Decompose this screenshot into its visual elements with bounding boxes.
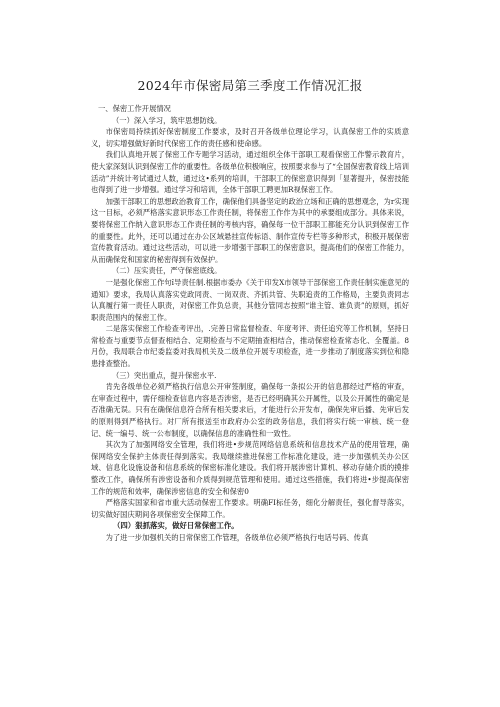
document-body [91, 103, 409, 544]
document-title: 2024年市保密局第三季度工作情况汇报 [137, 78, 363, 93]
paragraph: 一是强化保密工作句î导责任制.根据市委办《关于印发X市领导干部保密工作责任制实施意见的通知》要求，我局认真落实党政同责、一岗双责、齐抓共管、失职追责的工作格局，主要负责同志认真履行第一责任人职责，对保密工作负总责，其他分管同志按照“谁主管、谁负责”的原则，抓好职责范围内的保密工作。 [91, 277, 409, 322]
paragraph: 其次为了加强网络安全管理，我们将进•步规范网络信息系统和信息技术产品的使用管理，确保网络安全保护主体责任得到落实。我局继续推进保密工作标准化建设，进一步加强机关办公区域、信息化设施设备和信息系统的保密标准化建设。我们将开展涉密计算机、移动存储介质的摸排整改工作，确保所有涉密设备和介质得到规范管理和使用。通过这些措施，我们将进•步提高保密工作的规范和效率，确保涉密信息的安全和保密0 [91, 440, 409, 496]
subsection-heading: （二）压实责任，严守保密底线。 [112, 266, 222, 276]
paragraph: 市保密局持续抓好保密制度工作要求，及时召开各级单位理论学习，认真保密工作的实质意义，切实增强做好新时代保密工作的责任感和使命感。 [91, 127, 409, 148]
subsection-heading: （四）狠抓落实，做好日常保密工作。 [113, 521, 239, 531]
paragraph: 加强干部职工的思想政治教育工作，确保他们具备坚定的政治立场和正确的思想观念，为r实现这一目标，必须严格落实意识形态工作责任制，将保密工作作为其中的承要组成部分。具体来说，要将保密工作纳入意识形态工作责任制的考核内容，确保每一位干部职工都能充分认识到保密工作的重要性。此外，还可以通过在办公区域悬挂宣传标语、制作宣传专栏等多种形式，积极开展保密宣传教育活动。通过这些活动，可以进一步增强干部职工的保密意识，提高他们的保密工作能力，从而确保党和国家的秘密得到有效保护。 [91, 196, 409, 264]
paragraph: 严格落实国家和省市重大活动保密工作要求。明确FI标任务，细化分解责任，强化督导落实，切实做好国庆期间各项保密安全保障工作。 [91, 498, 409, 519]
section-heading: 一、保密工作开展情况 [98, 104, 171, 113]
paragraph: 肯先各级单位必须严格执行信息公开审签制度，确保每一条拟公开的信息都经过严格的审查，在审查过程中，需仔细检查信息内容是否涉密，是否已经明确其公开属性，以及公开属性的确定是否准确无误。只有在确保信息符合所有相关要求后，才能进行公开发布，确保先审后播、先审后发的原则得到严格执行。对厂所有报送至市政府办公室的政务信息，我们将实行统一审核、统一登记、统一编号、统一公布制度，以确保信息的准确性和一致性。 [91, 382, 409, 438]
subsection-heading: （三）突出重点，提升保密水平. [112, 370, 217, 380]
paragraph: 二是落实保密工作检查考评出，.完善日常监督检查、年度考评、责任追究等工作机制，坚持日常检查与重要节点督查相结合、定期检查与不定期抽查相结合，推动保密检查常态化、全覆盖。8月份，我局联合市纪委监委对我局机关及二级单位开展专项检查，进一步推动了制度落实到位和隐患排查整治。 [91, 324, 409, 369]
subsection-heading: （一）深入学习，筑牢思想防线。 [112, 115, 222, 125]
paragraph: 为了进一步加强机关的日常保密工作管理，各级单位必须严格执行电话号码、传真 [105, 532, 369, 542]
paragraph: 我们认真地开展了保密工作专题学习活动，通过组织全体干部职工观看保密工作警示教育片，使大家深刻认识到保密工作的重要性。各级单位积极响应，按照要求参与了“全国保密教育线上培训活动”并统计考试通过人数，通过这•系列的培训，干部职工的保密意识得到「显著提升，保密技能也得到了进一步增强。通过学习和培训，全体干部职工聘更加R视保密工作。 [91, 150, 409, 195]
